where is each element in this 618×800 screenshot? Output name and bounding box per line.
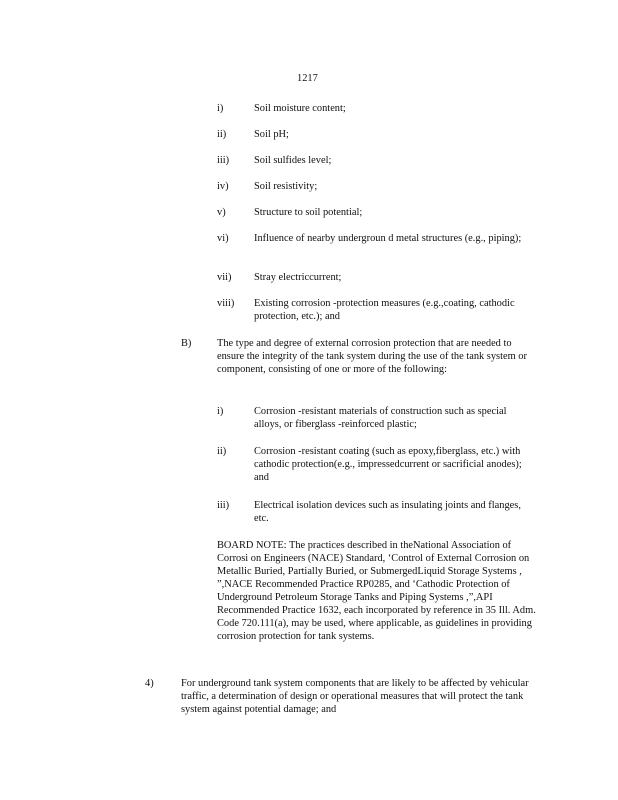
- page-number: 1217: [297, 73, 318, 84]
- list-a-item-6: Influence of nearby undergroun d metal structures (e.g., piping);: [254, 233, 522, 244]
- section-b-text: The type and degree of external corrosion protection that are needed to ensure the integrity of the tank system during the use of the tank system or component, consisting of one or more of the following:: [217, 338, 527, 375]
- section-b-marker: B): [181, 338, 192, 349]
- list-a-item-5: Structure to soil potential;: [254, 207, 363, 218]
- list-b-marker-3: iii): [217, 500, 230, 511]
- list-a-item-7: Stray electriccurrent;: [254, 272, 342, 283]
- list-a-marker-4: iv): [217, 181, 229, 192]
- list-a-item-3: Soil sulfides level;: [254, 155, 332, 166]
- list-b-marker-2: ii): [217, 446, 227, 457]
- list-a-marker-6: vi): [217, 233, 229, 244]
- list-a-marker-3: iii): [217, 155, 230, 166]
- board-note: BOARD NOTE: The practices described in theNational Association of Corrosi on Engineers (NACE) Standard, ‘Control of External Corrosion on Metallic Buried, Partially Buried, or SubmergedLiquid Storage Systems , ”,NACE Recommended Practice RP0285, and ‘Cathodic Protection of Underground Petroleum Storage Tanks and Piping Systems ,”,API Recommended Practice 1632, each incorporated by reference in 35 Ill. Adm. Code 720.111(a), may be used, where applicable, as guidelines in providing corrosion protection for tank systems.: [217, 540, 536, 642]
- list-a-item-1: Soil moisture content;: [254, 103, 346, 114]
- list-a-item-2: Soil pH;: [254, 129, 289, 140]
- list-a-marker-7: vii): [217, 272, 232, 283]
- section-4-marker: 4): [145, 678, 154, 689]
- list-b-item-2: Corrosion -resistant coating (such as epoxy,fiberglass, etc.) with cathodic protection(e.g., impressedcurrent or sacrificial anodes); and: [254, 446, 522, 483]
- list-a-marker-2: ii): [217, 129, 227, 140]
- list-a-item-8: Existing corrosion -protection measures (e.g.,coating, cathodic protection, etc.); and: [254, 298, 515, 322]
- section-4-text: For underground tank system components that are likely to be affected by vehicular traffic, a determination of design or operational measures that will protect the tank system against potential damage; and: [181, 678, 529, 715]
- list-a-item-4: Soil resistivity;: [254, 181, 318, 192]
- list-b-item-1: Corrosion -resistant materials of construction such as special alloys, or fiberglass -reinforced plastic;: [254, 406, 507, 430]
- list-a-marker-8: viii): [217, 298, 235, 309]
- list-b-marker-1: i): [217, 406, 224, 417]
- list-b-item-3: Electrical isolation devices such as insulating joints and flanges, etc.: [254, 500, 521, 524]
- list-a-marker-1: i): [217, 103, 224, 114]
- list-a-marker-5: v): [217, 207, 226, 218]
